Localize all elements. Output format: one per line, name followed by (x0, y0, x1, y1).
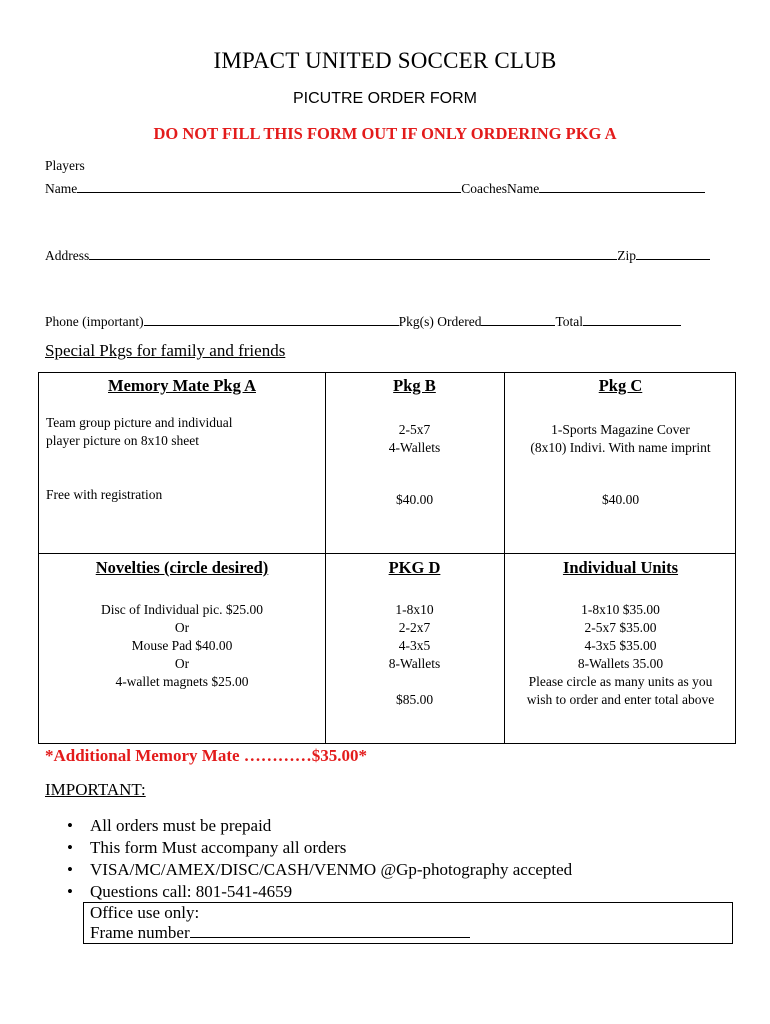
zip-label: Zip (617, 248, 636, 263)
phone-label: Phone (important) (45, 314, 144, 329)
address-field[interactable] (89, 245, 617, 260)
total-field[interactable] (583, 311, 681, 326)
individual-units-list: 1-8x10 $35.00 2-5x7 $35.00 4-3x5 $35.00 8-Wallets 35.00 Please circle as many units as you wish to order and enter total above (526, 602, 715, 707)
pkg-a-description: Team group picture and individual player picture on 8x10 sheet (46, 415, 233, 448)
name-row (45, 178, 705, 197)
coaches-name-field[interactable] (539, 178, 705, 193)
additional-memory-mate: *Additional Memory Mate …………$35.00* (45, 746, 368, 765)
pkg-c-price: $40.00 (601, 492, 640, 507)
pkg-a-header: Memory Mate Pkg A (108, 376, 256, 395)
list-item: • This form Must accompany all orders (67, 838, 347, 857)
pkg-d-header: PKG D (388, 558, 441, 577)
package-table (38, 372, 736, 744)
pkg-b-description: 2-5x7 4-Wallets (388, 422, 441, 455)
individual-units-header: Individual Units (562, 558, 679, 577)
name-field[interactable] (77, 178, 461, 193)
pkg-b-price: $40.00 (395, 492, 434, 507)
address-label: Address (45, 248, 90, 263)
frame-number-field[interactable] (190, 923, 470, 938)
novelties-header: Novelties (circle desired) (95, 558, 269, 577)
bullet-icon: • (67, 860, 73, 879)
bullet-icon: • (67, 882, 73, 901)
phone-field[interactable] (144, 311, 399, 326)
pkg-d-price: $85.00 (395, 692, 434, 707)
total-label: Total (555, 314, 584, 329)
zip-field[interactable] (636, 245, 710, 260)
pkg-c-description: 1-Sports Magazine Cover (8x10) Indivi. With name imprint (530, 422, 711, 455)
phone-row (45, 311, 681, 330)
table-divider (39, 553, 735, 554)
address-row (45, 245, 710, 264)
coaches-name-label: CoachesName (461, 181, 540, 196)
office-use-box (83, 902, 733, 944)
pkgs-ordered-label: Pkg(s) Ordered (398, 314, 482, 329)
list-item: • Questions call: 801-541-4659 (67, 882, 293, 901)
pkg-d-list: 1-8x10 2-2x7 4-3x5 8-Wallets $85.00 (325, 601, 504, 709)
important-heading: IMPORTANT: (45, 780, 146, 799)
novelties-list: Disc of Individual pic. $25.00 Or Mouse Pad $40.00 Or 4-wallet magnets $25.00 (101, 602, 263, 689)
bullet-icon: • (67, 816, 73, 835)
important-list (63, 815, 572, 903)
pkg-a-price: Free with registration (46, 487, 163, 502)
warning-text: DO NOT FILL THIS FORM OUT IF ONLY ORDERING PKG A (153, 124, 617, 143)
form-subtitle: PICUTRE ORDER FORM (293, 90, 477, 107)
frame-number-row (90, 923, 732, 943)
office-use-label: Office use only: (90, 903, 200, 922)
form-title: IMPACT UNITED SOCCER CLUB (213, 48, 557, 73)
players-label: Players (45, 158, 85, 173)
name-label: Name (45, 181, 78, 196)
bullet-icon: • (67, 838, 73, 857)
list-item: • All orders must be prepaid (67, 816, 272, 835)
frame-number-label: Frame number (90, 923, 190, 942)
pkg-c-header: Pkg C (598, 376, 643, 395)
pkgs-ordered-field[interactable] (481, 311, 555, 326)
special-pkgs-heading: Special Pkgs for family and friends (45, 341, 286, 360)
list-item: • VISA/MC/AMEX/DISC/CASH/VENMO @Gp-photography accepted (67, 860, 573, 879)
pkg-b-header: Pkg B (393, 376, 436, 395)
